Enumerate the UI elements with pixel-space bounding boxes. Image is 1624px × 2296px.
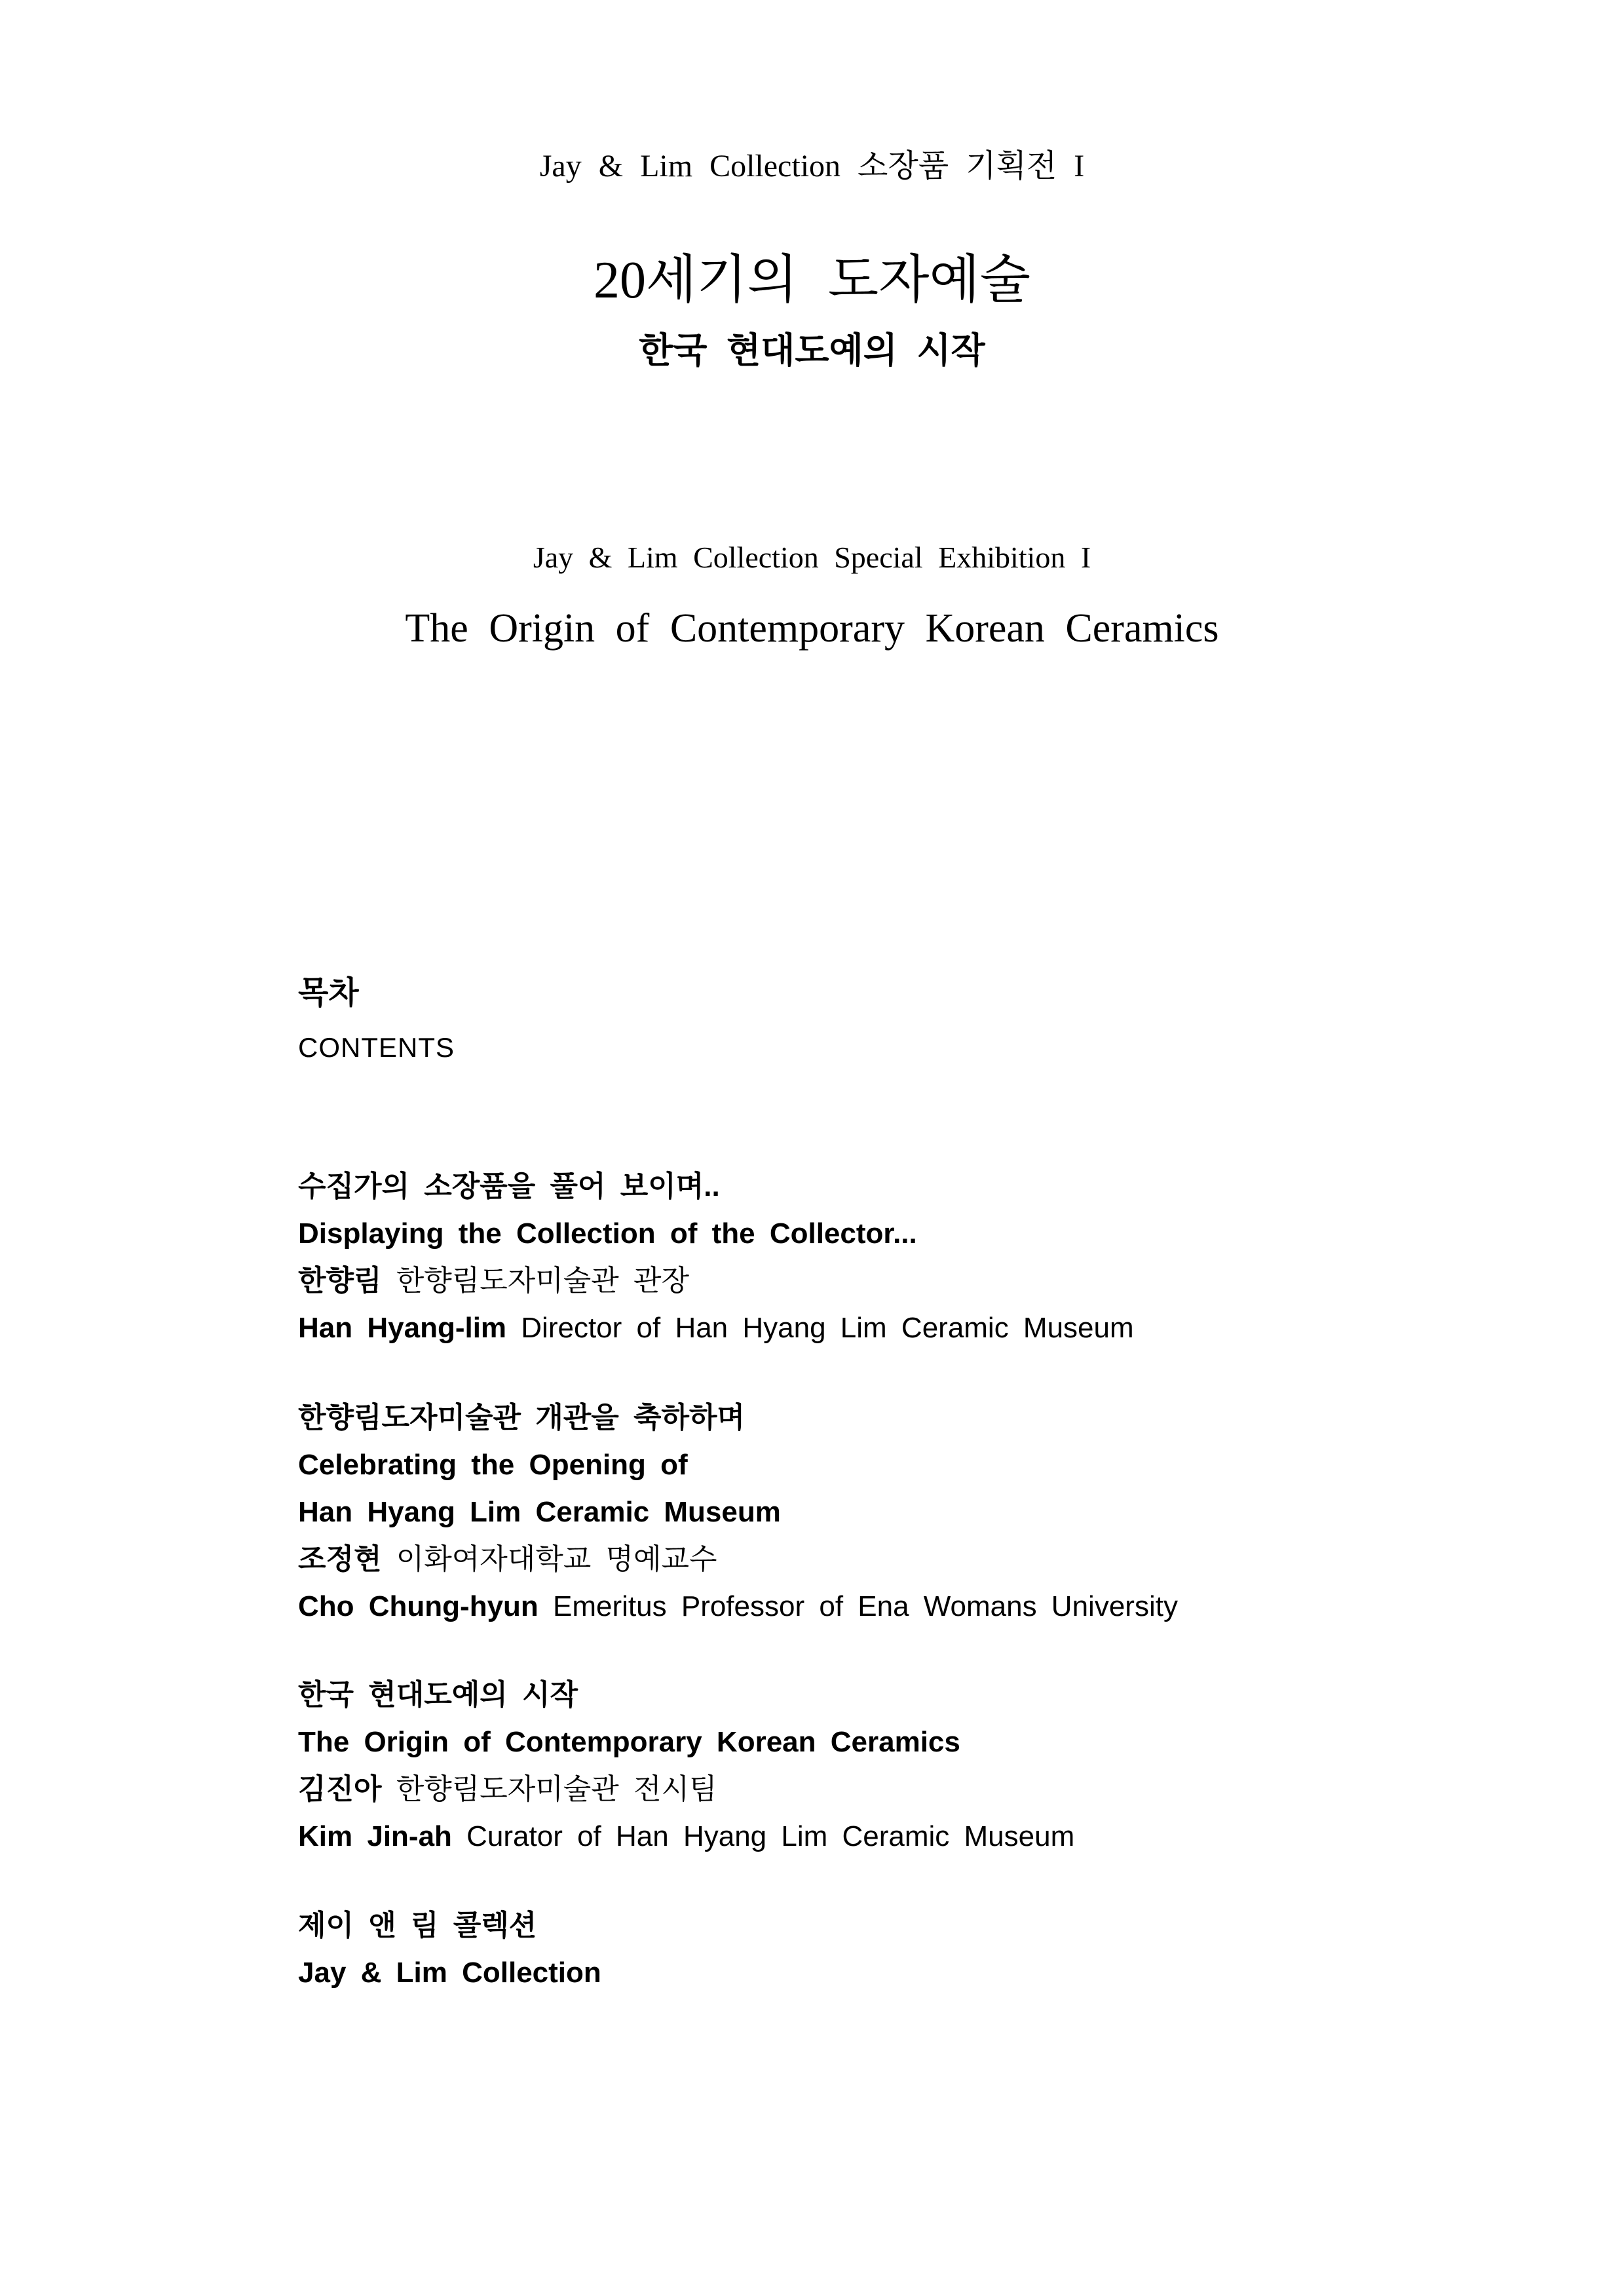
toc-section-jay-and-lim-collection [298, 1902, 1493, 1997]
toc-line [298, 1902, 1493, 1949]
contents-heading-korean: 목차 [298, 976, 359, 1010]
toc-author-role-en: Director of Han Hyang Lim Ceramic Museum [506, 1312, 1134, 1344]
toc-line [298, 1305, 1493, 1352]
toc-line [298, 1536, 1493, 1583]
toc-author-role-en: Curator of Han Hyang Lim Ceramic Museum [451, 1820, 1075, 1852]
toc-line [298, 1442, 1493, 1489]
toc-title-ko: 한국 현대도예의 시작 [298, 1679, 578, 1711]
toc-title-en: Jay & Lim Collection [298, 1957, 601, 1989]
toc-author-role-ko: 한향림도자미술관 전시팀 [381, 1773, 717, 1805]
toc-author-name-en: Cho Chung-hyun [298, 1590, 538, 1622]
toc-line [298, 1672, 1493, 1719]
main-title-korean: 20세기의 도자예술 [594, 252, 1030, 309]
toc-line [298, 1766, 1493, 1813]
toc-line [298, 1394, 1493, 1442]
toc-line [298, 1949, 1493, 1997]
toc-line [298, 1210, 1493, 1257]
toc-section-displaying-the-collection [298, 1163, 1493, 1352]
toc-line [298, 1489, 1493, 1536]
toc-title-en-line1: Celebrating the Opening of [298, 1449, 688, 1481]
toc-title-ko: 수집가의 소장품을 풀어 보이며.. [298, 1170, 720, 1202]
toc-author-role-ko: 이화여자대학교 명예교수 [381, 1543, 717, 1575]
toc-author-name-en: Han Hyang-lim [298, 1312, 507, 1344]
toc-author-name-ko: 김진아 [298, 1773, 382, 1805]
toc-title-en-line2: Han Hyang Lim Ceramic Museum [298, 1496, 781, 1528]
toc-author-name-en: Kim Jin-ah [298, 1820, 452, 1852]
toc-author-role-ko: 한향림도자미술관 관장 [381, 1265, 690, 1297]
exhibition-series-label-en: Jay & Lim Collection Special Exhibition I [533, 541, 1091, 574]
toc-section-celebrating-the-opening [298, 1394, 1493, 1630]
toc-line [298, 1719, 1493, 1766]
toc-line [298, 1583, 1493, 1630]
toc-author-name-ko: 조정현 [298, 1543, 382, 1575]
subtitle-korean: 한국 현대도예의 시작 [639, 331, 985, 370]
toc-line [298, 1813, 1493, 1860]
toc-title-en: Displaying the Collection of the Collector... [298, 1217, 917, 1250]
toc-author-name-ko: 한향림 [298, 1265, 382, 1297]
toc-line [298, 1163, 1493, 1210]
toc-title-ko: 한향림도자미술관 개관을 축하하며 [298, 1402, 746, 1434]
toc-line [298, 1257, 1493, 1305]
contents-heading-english: CONTENTS [298, 1032, 455, 1063]
toc-title-ko: 제이 앤 림 콜렉션 [298, 1909, 537, 1942]
main-title-english: The Origin of Contemporary Korean Ceramics [405, 606, 1219, 651]
toc-section-origin-of-contemporary-korean-ceramics [298, 1672, 1493, 1860]
exhibition-series-label-ko: Jay & Lim Collection 소장품 기획전 I [539, 149, 1085, 183]
toc-title-en: The Origin of Contemporary Korean Ceramics [298, 1726, 960, 1758]
toc-author-role-en: Emeritus Professor of Ena Womans University [538, 1590, 1178, 1622]
